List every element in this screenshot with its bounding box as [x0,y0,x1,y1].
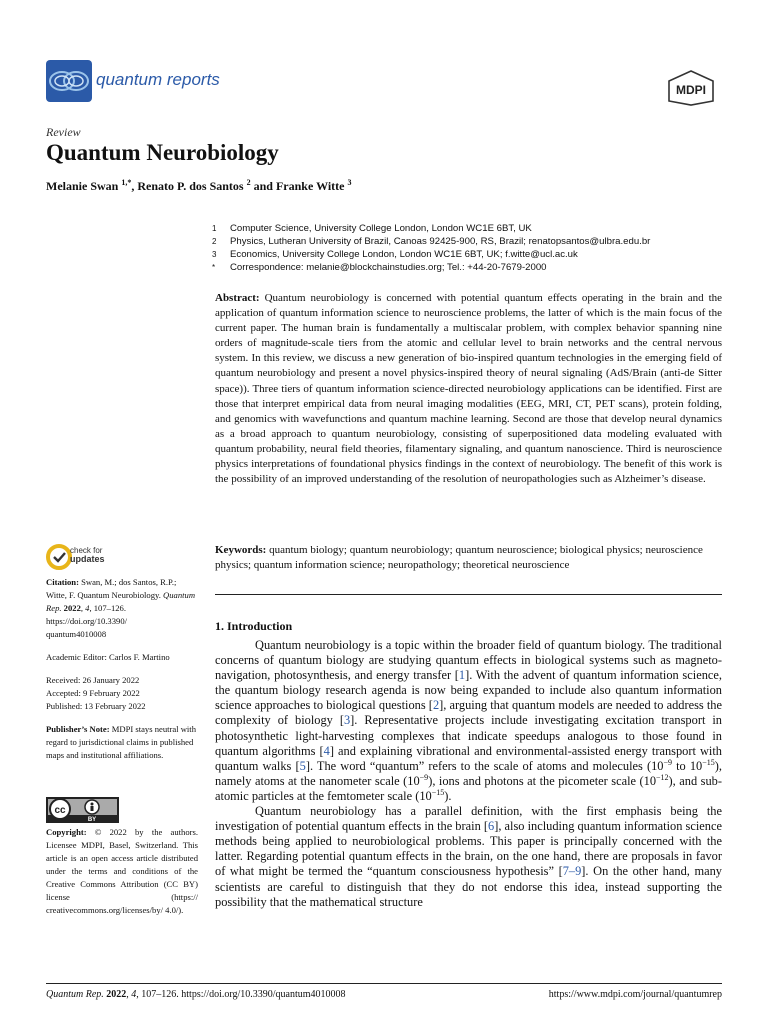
journal-name: quantum reports [96,70,220,89]
footer-divider [46,983,722,984]
citation-journal: Quantum Rep. [46,590,196,613]
citation-pages: , 107–126. [89,603,126,613]
exponent: −9 [663,757,672,767]
abstract [215,291,722,487]
abstract-text: Quantum neurobiology is concerned with potential quantum effects operating in the brain and the application of quantum information science to neuroscience problems, the latter of which is the main focus of the current paper. The human brain is fundamentally a multiscalar problem, with complex behavior spanning nine orders of magnitude-scale tiers from the atomic and cellular level to brain networks and the central nervous system. In this review, we discuss a new generation of bio-inspired quantum technologies in the emerging field of quantum neurobiology and present a novel physics-inspired theory of neural signaling (AdS/Brain (anti-de Sitter space)). Three tiers of quantum information science-directed neurobiology applications can be identified. First are those that interpret empirical data from neural imaging modalities (EEG, MRI, CT, PET scans), protein folding, and genomics with wavefunctions and quantum machine learning. Second are those that develop neural dynamics as a broad approach to quantum neurobiology, consisting of superpositioned data modeling evaluated with quantum probability, neural field theories, filamentary signaling, and quantum nanoscience. Third is neuroscience physics interpretations of foundational physics findings in the context of neurobiology. The benefit of this work is the possibility of an improved understanding of the resolution of neuropathologies such as Alzheimer’s disease. [215,292,723,486]
copyright-notice [46,826,198,917]
body-text-segment: ), namely atoms at the nanometer scale (10 [215,758,722,788]
exponent: −15 [431,787,445,797]
keywords-label: Keywords: [215,544,267,556]
publisher-note-label: Publisher’s Note: [46,724,110,734]
body-text-segment: Quantum neurobiology has a parallel definition, with the first emphasis being the investigation of potential quantum effects in the brain [ [215,804,722,834]
body-text-segment: ), and sub-atomic particles at the femtometer scale (10 [215,773,722,803]
body-text-segment: ]. On the other hand, many scientists are careful to distinguish that they do not endorse this idea, instead supporting the possibility that the mathematical structure [215,864,722,909]
divider [215,594,722,595]
body-text-segment: ]. The word “quantum” refers to the scale of atoms and molecules (10 [305,758,664,773]
exponent: −12 [656,772,669,782]
body-text-segment: Quantum neurobiology is a topic within the broader field of quantum biology. The traditional concerns of quantum biology are studying quantum effects in biological systems such as magneto-navigation, photosynthesis, and energy transfer [ [215,638,722,683]
author-mark: 1,* [121,178,132,187]
check-for-updates-badge[interactable] [46,544,176,572]
affiliation-text: Correspondence: melanie@blockchainstudies.org; Tel.: +44-20-7679-2000 [230,262,547,273]
academic-editor: Academic Editor: Carlos F. Martino [46,652,170,662]
footer-journal-link[interactable]: https://www.mdpi.com/journal/quantumrep [548,989,722,1000]
author-mark: 2 [246,178,251,187]
body-text-segment: ] and explaining vibrational and environmental-assisted energy transport with quantum walks [ [215,743,723,773]
author-name: Franke Witte [275,179,345,193]
affiliation-text: Physics, Lutheran University of Brazil, Canoas 92425-900, RS, Brazil; renatopsantos@ulbra.edu.br [230,236,651,247]
publisher-note-text: MDPI stays neutral with regard to jurisdictional claims in published maps and institutional affiliations. [46,724,196,760]
affiliation-item [212,235,732,248]
citation-text: Swan, M.; dos Santos, R.P.; Witte, F. Quantum Neurobiology. [46,577,177,600]
affiliation-item [212,261,732,274]
footer-rest: , 107–126. https://doi.org/10.3390/quantum4010008 [136,989,346,1000]
mdpi-logo [666,70,716,106]
article-type: Review [46,125,81,139]
exponent: −9 [419,772,429,782]
footer-year: 2022 [106,989,127,1000]
author-separator: , [131,179,138,193]
body-text-segment: ], also including quantum information science methods being applied to neurobiological problems. This paper is principally concerned with the latter. Regarding potential quantum effects in the brain, on the one hand, there are proposals in favor of what might be termed the “quantum consciousness hypothesis” [ [215,819,723,879]
reference-link[interactable]: 5 [299,758,306,773]
citation-label: Citation: [46,577,79,587]
author-list [46,179,352,194]
author-name: Melanie Swan [46,179,119,193]
reference-link[interactable]: 4 [323,743,330,758]
body-text-segment: ]. With the advent of quantum information science, the quantum biology research agenda is now being expanded to include also quantum information science approaches to biological questions [ [215,668,722,713]
check-updates-icon [46,544,72,570]
author-name: Renato P. dos Santos [137,179,244,193]
affiliation-mark: * [212,263,216,272]
citation-year: 2022 [63,603,81,613]
reference-link[interactable]: 7–9 [562,864,582,879]
affiliation-text: Economics, University College London, London WC1E 6BT, UK; f.witte@ucl.ac.uk [230,249,578,260]
affiliation-mark: 3 [212,250,217,259]
author-separator: and [250,179,276,193]
copyright-text: © 2022 by the authors. Licensee MDPI, Basel, Switzerland. This article is an open access article distributed under the terms and conditions of the Creative Commons Attribution (CC BY) license (https:// creativecommons.org/licenses/by/ 4.0/). [46,827,198,915]
paragraph [215,804,722,910]
mdpi-logo-text: MDPI [676,83,706,97]
citation: Citation: Swan, M.; dos Santos, R.P.; Witte, F. Quantum Neurobiology. Quantum Rep. 2022, 4, 107–126. https://doi.org/10.3390/ quantum4010008 [46,577,196,639]
affiliation-text: Computer Science, University College London, London WC1E 6BT, UK [230,223,532,234]
body-text-segment: ). [444,788,452,803]
body-text-segment: ), ions and photons at the picometer scale (10 [428,773,657,788]
affiliation-item [212,222,732,235]
check-updates-line1: check for [70,546,103,555]
footer-volume: 4 [131,989,137,1000]
abstract-label: Abstract: [215,292,260,304]
affiliations [212,222,732,274]
cc-label: BY [87,817,97,823]
reference-link[interactable]: 3 [343,713,351,728]
reference-link[interactable]: 6 [488,819,495,834]
published-date: Published: 13 February 2022 [46,701,146,711]
reference-link[interactable]: 1 [458,668,466,683]
exponent: −15 [702,757,715,767]
keywords [215,543,722,573]
journal-logo [46,60,92,102]
sidebar [46,576,198,762]
svg-text:cc: cc [54,805,66,816]
publisher-note [46,723,198,762]
accepted-date: Accepted: 9 February 2022 [46,688,140,698]
received-date: Received: 26 January 2022 [46,675,140,685]
author-mark: 3 [347,178,352,187]
footer-citation: Quantum Rep. 2022, 4, 107–126. https://doi.org/10.3390/quantum4010008 [46,989,346,1000]
affiliation-item [212,248,732,261]
paragraph [215,638,722,804]
page-title: Quantum Neurobiology [46,140,279,165]
affiliation-mark: 2 [212,237,217,246]
check-updates-line2: updates [70,554,105,564]
citation-volume: 4 [85,603,90,613]
body-text-segment: ], arguing that quantum models are needed to address the complexity of biology [ [215,698,722,728]
reference-link[interactable]: 2 [432,698,440,713]
citation-doi-link[interactable]: https://doi.org/10.3390/ quantum4010008 [46,616,128,639]
cc-by-license-badge[interactable] [46,797,119,823]
body-text-segment: ]. Representative projects include investigating excitation transport in photosynthetic light-harvesting complexes that indicate speedups analogous to those found in quantum algorithms [ [215,713,722,758]
section-heading: 1. Introduction [215,619,293,633]
copyright-label: Copyright: [46,827,87,837]
footer-journal: Quantum Rep. [46,989,104,1000]
body-text-segment: to 10 [672,758,703,773]
body-text [215,638,722,910]
keywords-text: quantum biology; quantum neurobiology; quantum neuroscience; biological physics; neuroscience physics; quantum information science; neuropathology; theoretical neuroscience [215,544,703,572]
affiliation-mark: 1 [212,224,217,233]
